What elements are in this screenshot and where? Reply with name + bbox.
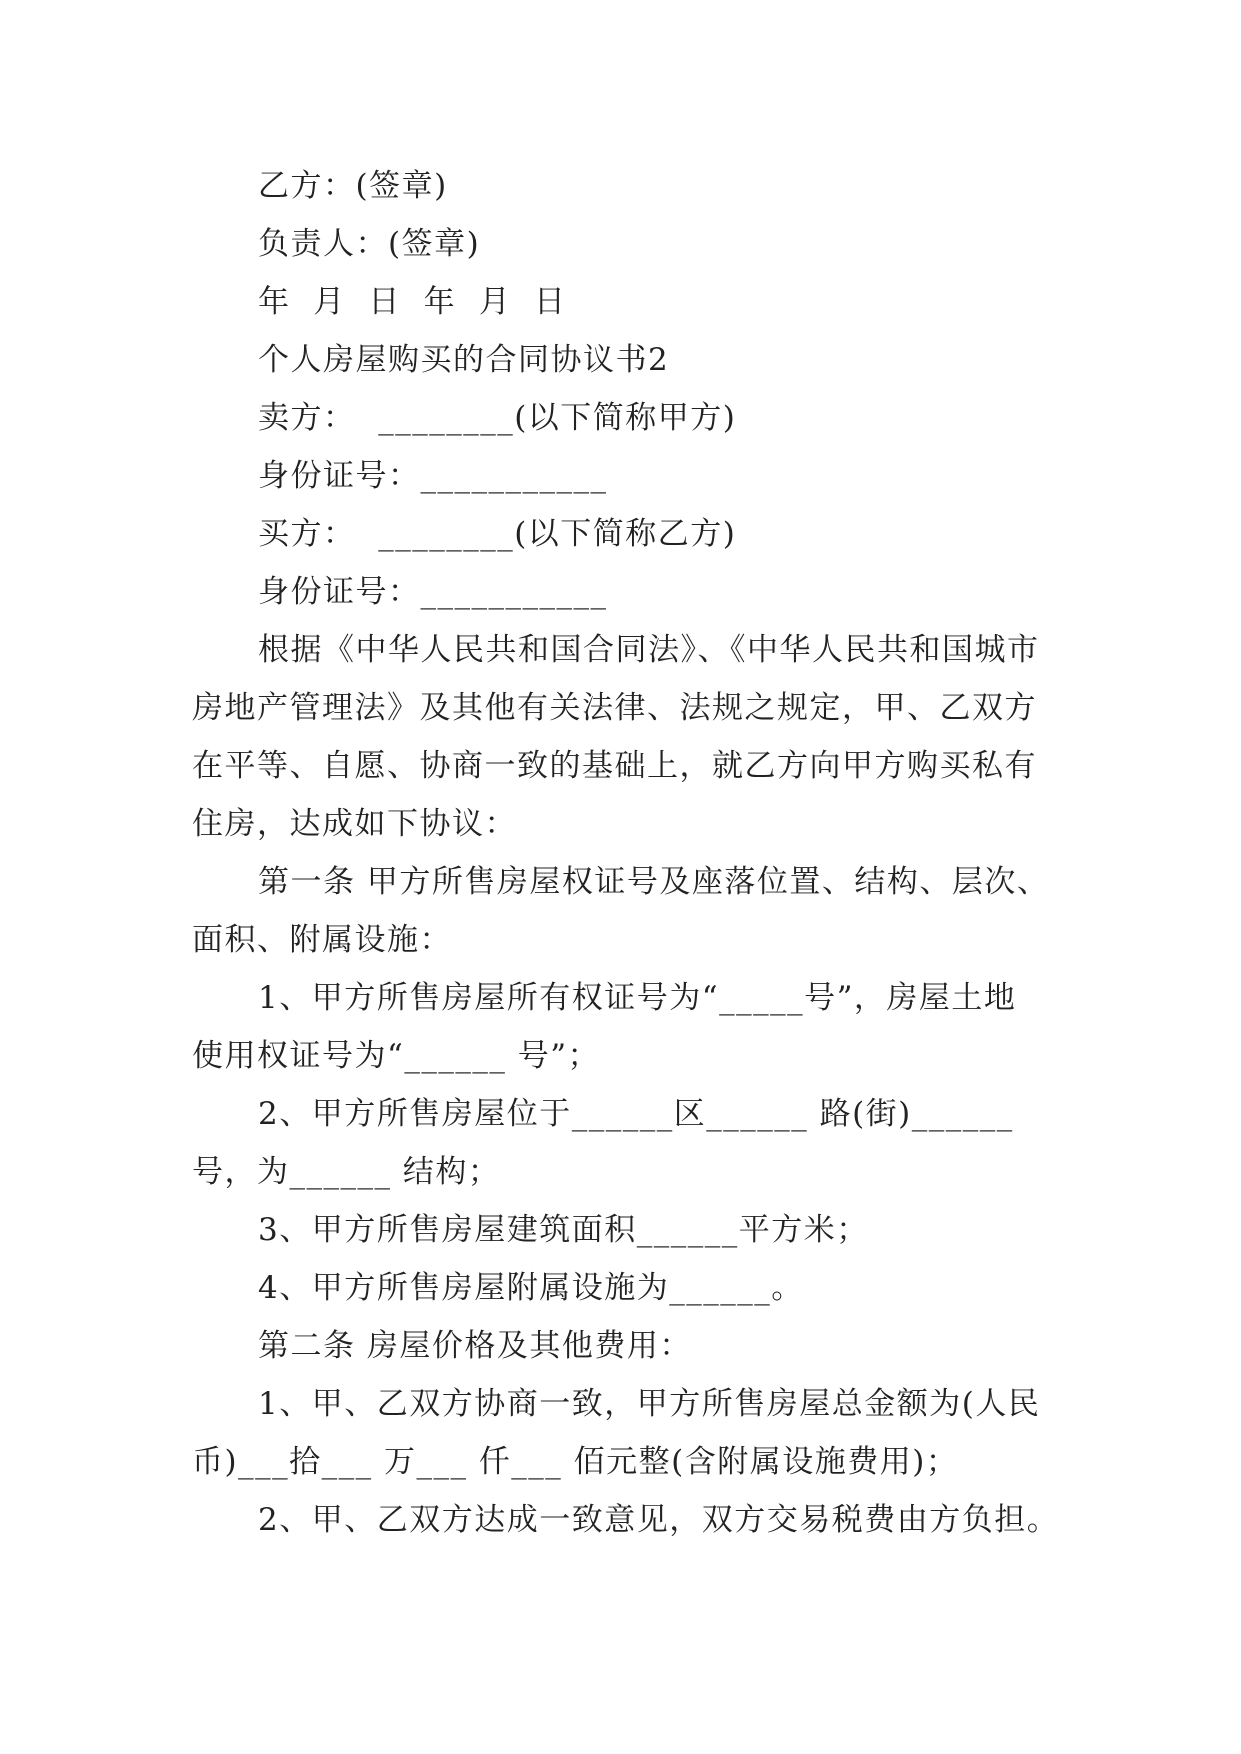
buyer-id-line: 身份证号：___________ (258, 574, 608, 610)
article-1-heading-line-1: 第一条 甲方所售房屋权证号及座落位置、结构、层次、 (258, 864, 1050, 900)
date-line: 年 月 日 年 月 日 (258, 284, 567, 320)
article-1-item-2-line-1: 2、甲方所售房屋位于______区______ 路(街)______ (258, 1096, 1014, 1132)
article-1-item-3: 3、甲方所售房屋建筑面积______平方米； (258, 1212, 869, 1248)
article-2-heading: 第二条 房屋价格及其他费用： (258, 1328, 692, 1364)
preamble-line-1: 根据《中华人民共和国合同法》、《中华人民共和国城市 (258, 632, 1040, 668)
preamble-line-2: 房地产管理法》及其他有关法律、法规之规定，甲、乙双方 (192, 690, 1037, 726)
seller-id-line: 身份证号：___________ (258, 458, 608, 494)
article-2-item-1-line-2: 币)___拾___ 万___ 仟___ 佰元整(含附属设施费用)； (192, 1444, 959, 1480)
contract-title: 个人房屋购买的合同协议书2 (258, 342, 670, 378)
preamble-line-4: 住房，达成如下协议： (192, 806, 517, 842)
article-1-item-1-line-1: 1、甲方所售房屋所有权证号为“_____号”，房屋土地 (258, 980, 1017, 1016)
buyer-line: 买方： ________(以下简称乙方) (258, 516, 737, 552)
article-2-item-1-line-1: 1、甲、乙双方协商一致，甲方所售房屋总金额为(人民 (258, 1386, 1041, 1422)
responsible-person-signature-line: 负责人：(签章) (258, 226, 481, 262)
article-2-item-2: 2、甲、乙双方达成一致意见，双方交易税费由方负担。 (258, 1502, 1060, 1538)
article-1-item-2-line-2: 号，为______ 结构； (192, 1154, 501, 1190)
preamble-line-3: 在平等、自愿、协商一致的基础上，就乙方向甲方购买私有 (192, 748, 1037, 784)
party-b-signature-line: 乙方：(签章) (258, 168, 448, 204)
article-1-item-4: 4、甲方所售房屋附属设施为______。 (258, 1270, 804, 1306)
seller-line: 卖方： ________(以下简称甲方) (258, 400, 737, 436)
article-1-heading-line-2: 面积、附属设施： (192, 922, 452, 958)
article-1-item-1-line-2: 使用权证号为“______ 号”； (192, 1038, 601, 1074)
